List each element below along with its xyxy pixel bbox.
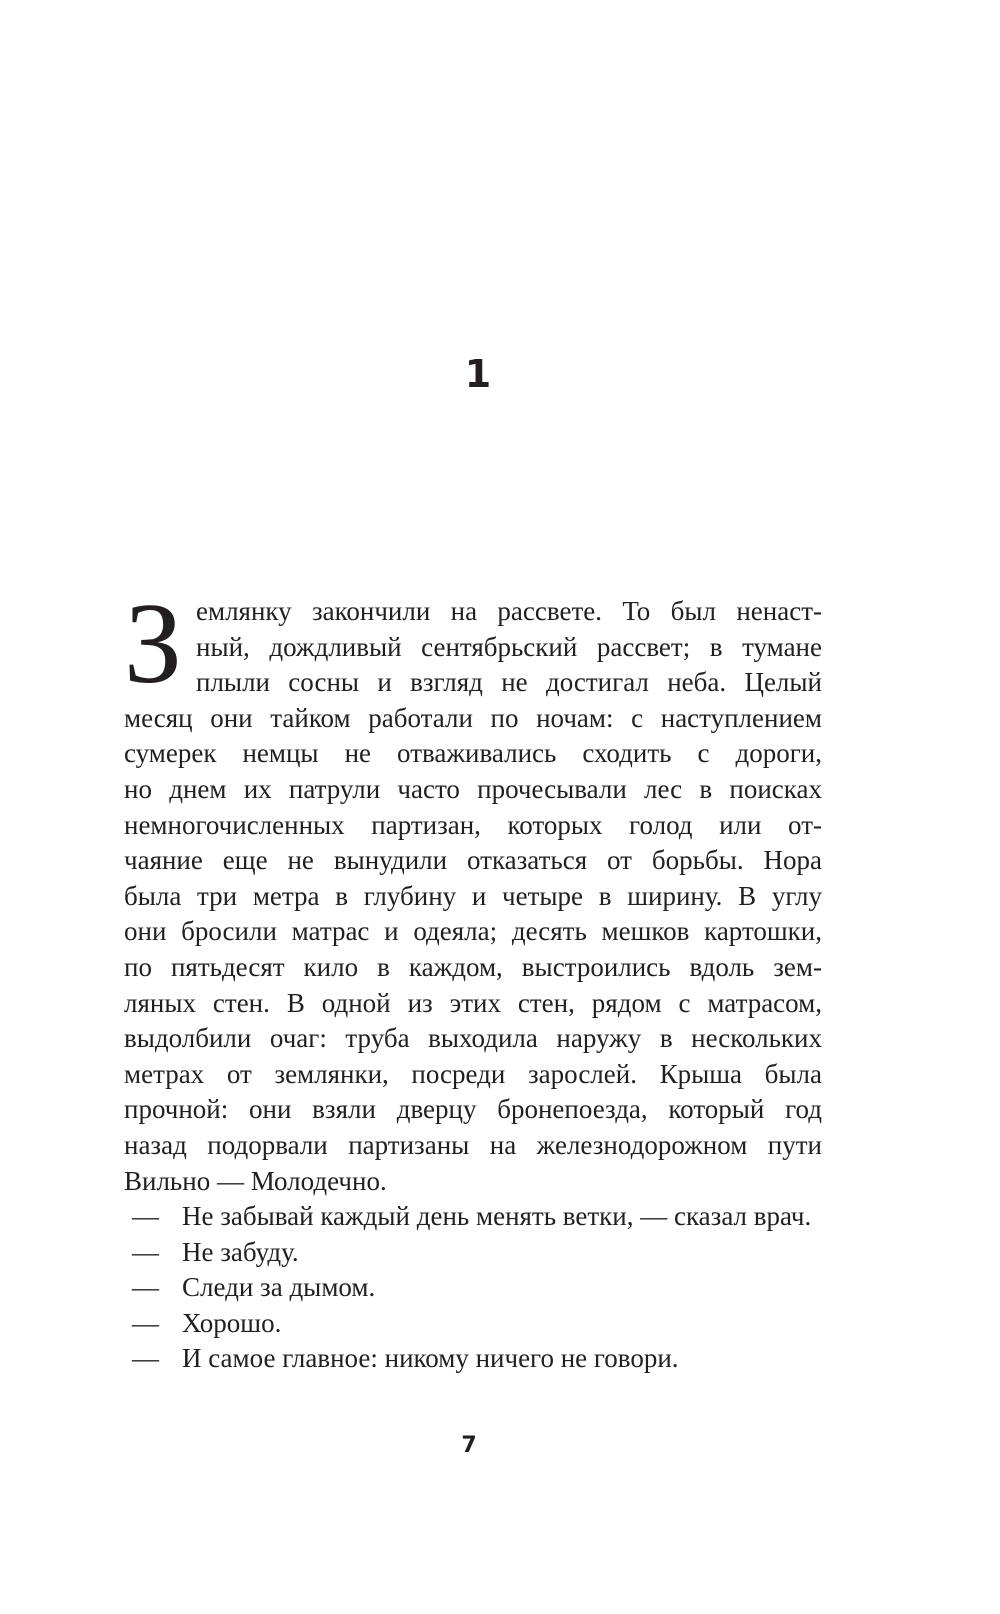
drop-cap-lines xyxy=(124,580,822,708)
text-line-last: Вильно — Молодечно. xyxy=(124,1165,387,1196)
text-line: была три метра в глубину и четыре в ширину. В углу xyxy=(124,880,822,911)
text-line: по пятьдесят кило в каждом, выстроились вдоль зем- xyxy=(124,951,822,982)
dialogue-dash: — xyxy=(132,1236,159,1267)
dialogue-text: Следи за дымом. xyxy=(182,1272,376,1303)
drop-cap: З xyxy=(124,580,183,708)
dialogue-text: Не забывай каждый день менять ветки, — сказал врач. xyxy=(182,1201,812,1232)
dialogue-dash: — xyxy=(132,1343,159,1374)
dialogue-dash: — xyxy=(132,1272,159,1303)
text-line: но днем их патрули часто прочесывали лес в поисках xyxy=(124,773,822,804)
dialogue-dash: — xyxy=(132,1307,159,1338)
text-line: выдолбили очаг: труба выходила наружу в нескольких xyxy=(124,1023,822,1054)
text-line: плыли сосны и взгляд не достигал неба. Целый xyxy=(196,667,822,698)
drop-cap-container xyxy=(124,580,192,708)
dialogue-text: Не забуду. xyxy=(182,1236,299,1267)
text-line: прочной: они взяли дверцу бронепоезда, который год xyxy=(124,1094,822,1125)
chapter-text xyxy=(124,580,822,1377)
dialogue-line xyxy=(124,1306,822,1342)
text-line: сумерек немцы не отваживались сходить с дороги, xyxy=(124,738,822,769)
text-line: ляных стен. В одной из этих стен, рядом с матрасом, xyxy=(124,987,822,1018)
text-line: емлянку закончили на рассвете. То был ненаст- xyxy=(196,596,822,626)
page-number: 7 xyxy=(461,1433,477,1458)
chapter-number: 1 xyxy=(464,352,492,396)
dialogue-line xyxy=(124,1235,822,1271)
text-line: чаяние еще не вынудили отказаться от борьбы. Нора xyxy=(124,845,822,876)
dialogue-text: И самое главное: никому ничего не говори. xyxy=(182,1343,679,1374)
dialogue-line xyxy=(124,1199,822,1235)
text-line: метрах от землянки, посреди зарослей. Крыша была xyxy=(124,1058,822,1089)
text-line: немногочисленных партизан, которых голод или от- xyxy=(124,809,822,840)
dialogue-dash: — xyxy=(132,1201,159,1232)
text-line: ный, дождливый сентябрьский рассвет; в тумане xyxy=(196,631,822,662)
text-line: назад подорвали партизаны на железнодорожном пути xyxy=(124,1129,822,1160)
dialogue-line xyxy=(124,1270,822,1306)
dialogue-text: Хорошо. xyxy=(182,1307,282,1338)
text-line: они бросили матрас и одеяла; десять мешков картошки, xyxy=(124,916,822,947)
dialogue-block xyxy=(124,1199,822,1377)
dialogue-line xyxy=(124,1341,822,1377)
text-line: месяц они тайком работали по ночам: с наступлением xyxy=(124,702,822,733)
